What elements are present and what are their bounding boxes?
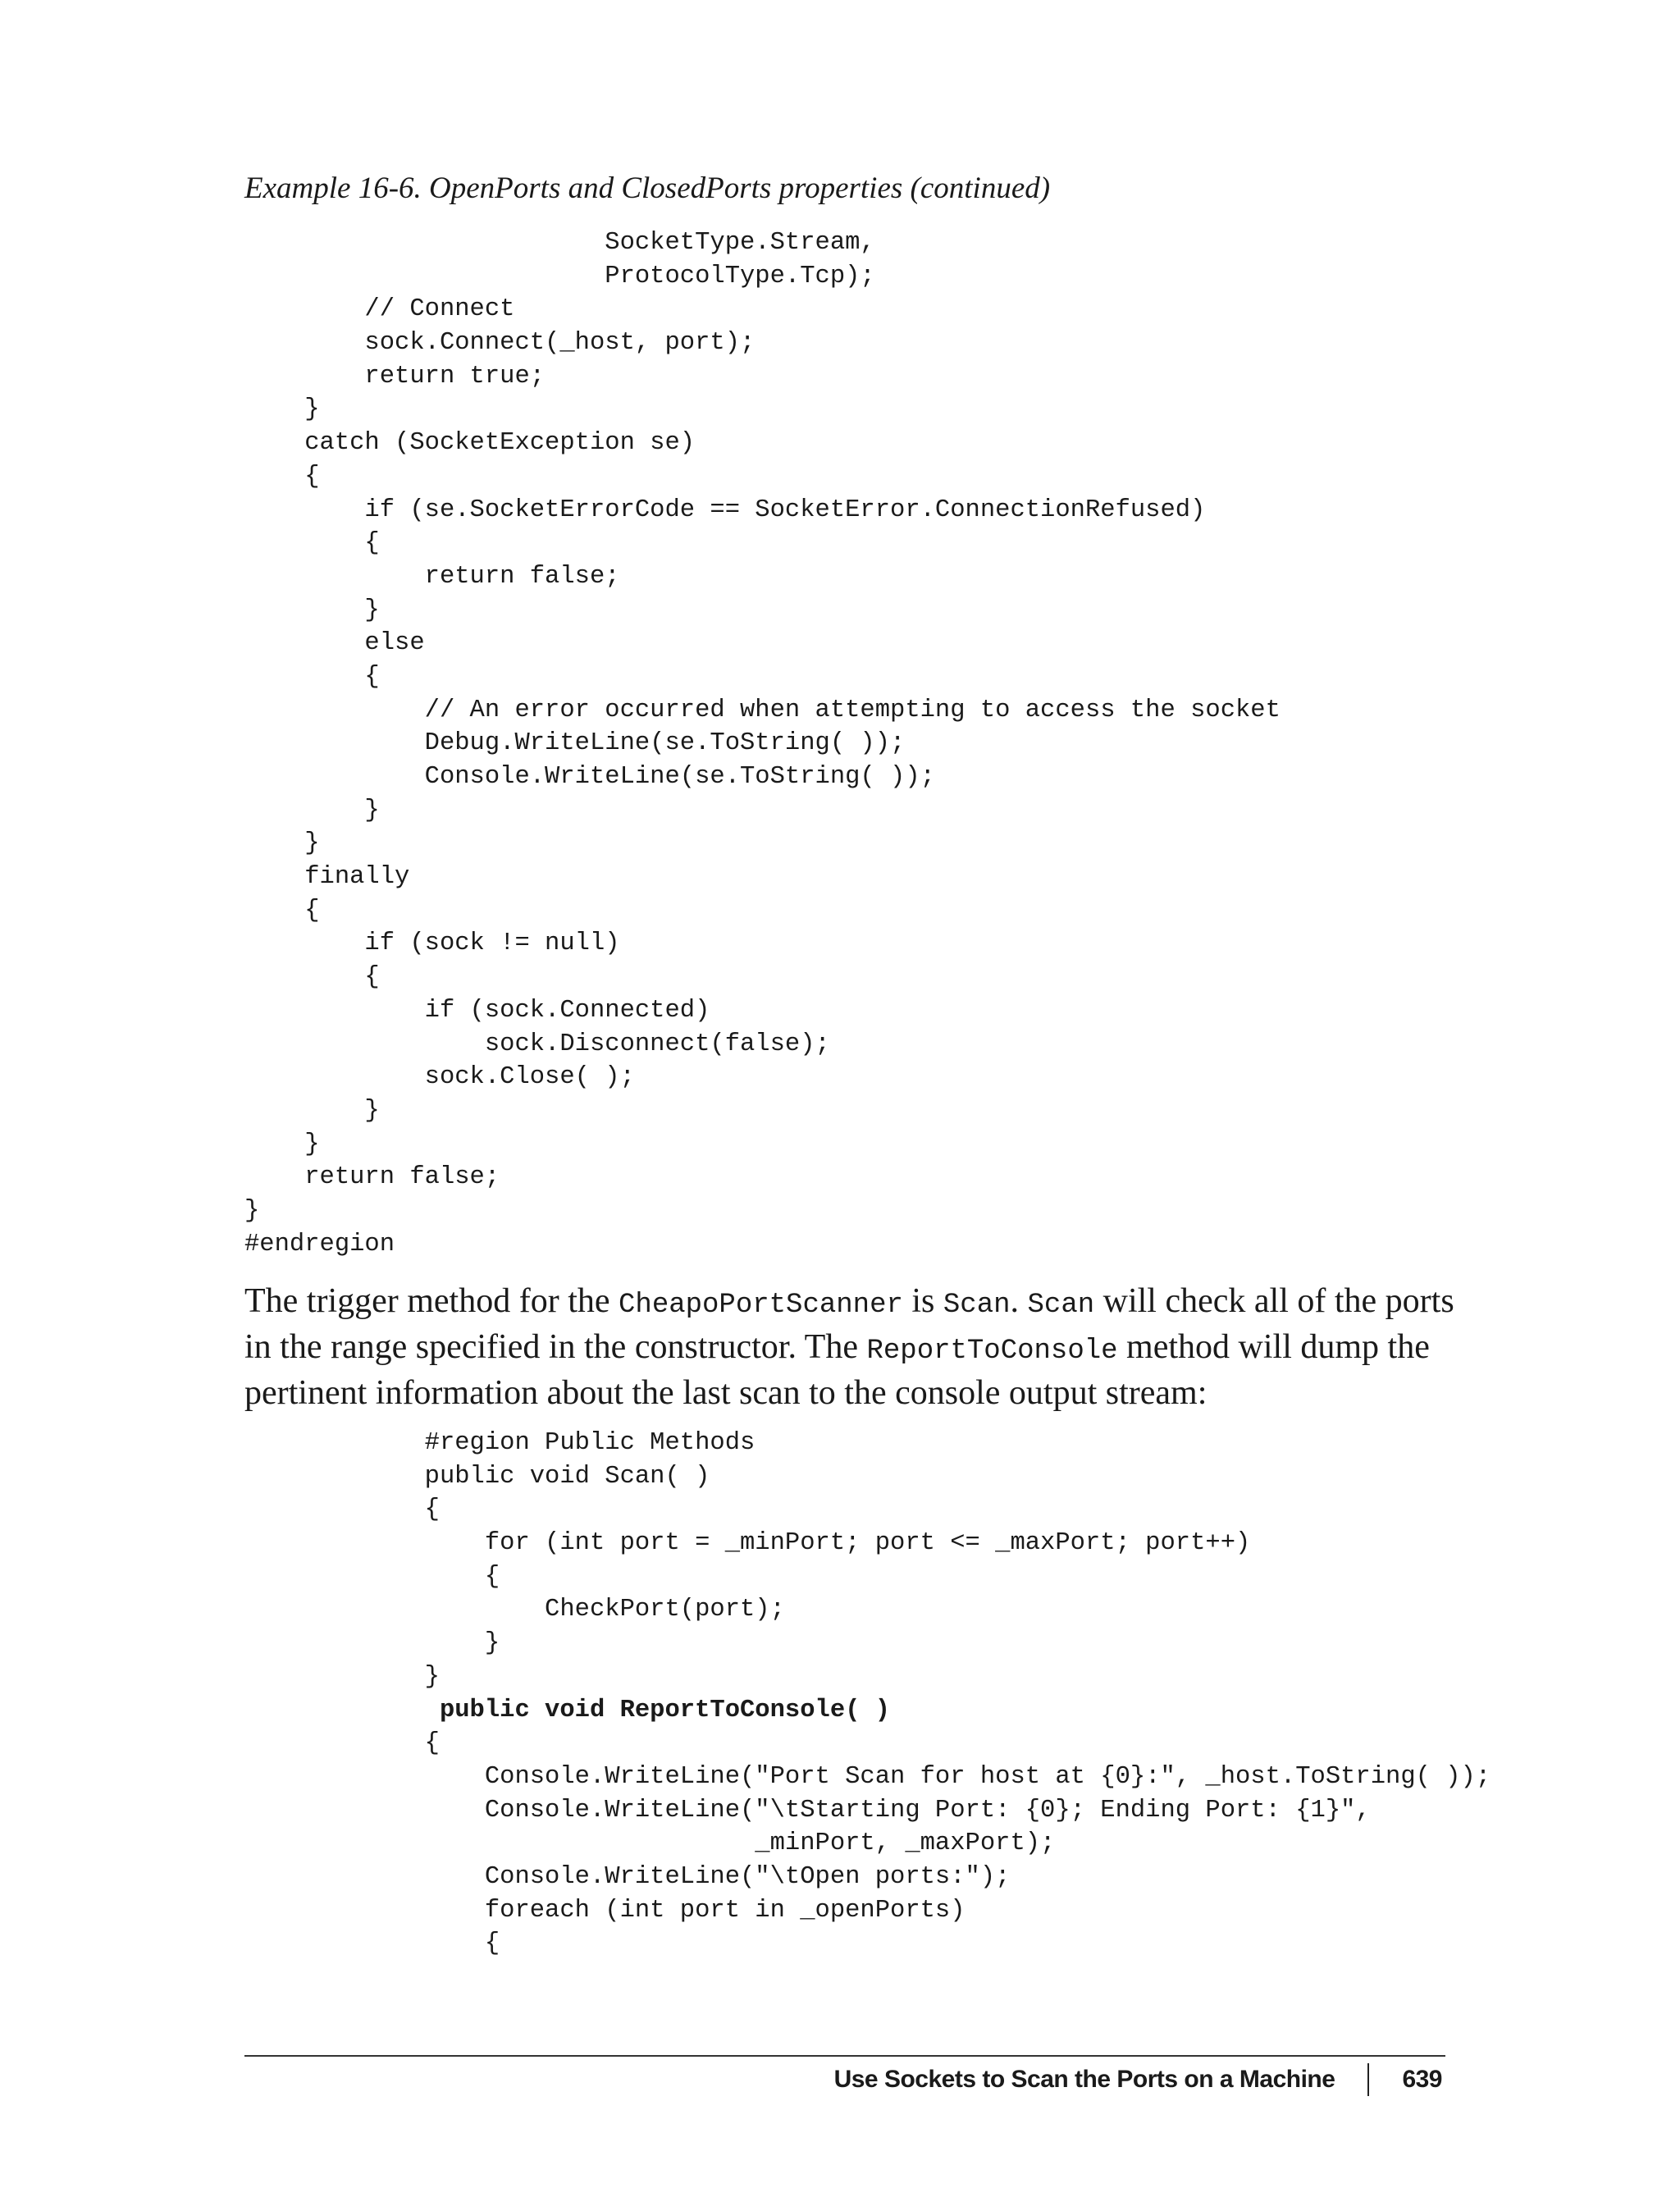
code-line: { <box>244 529 380 558</box>
paragraph-text: method will dump the <box>1117 1328 1430 1366</box>
inline-code: Scan <box>1027 1290 1095 1321</box>
page-footer <box>834 2059 1442 2100</box>
code-line: { <box>244 1930 500 1958</box>
code-line: return false; <box>244 562 620 591</box>
code-line: { <box>244 1496 440 1524</box>
code-line: CheckPort(port); <box>244 1596 785 1624</box>
paragraph-line: pertinent information about the last scan to the console output stream: <box>244 1374 1208 1412</box>
code-line: Console.WriteLine("Port Scan for host at {0}:", _host.ToString( )); <box>244 1762 1491 1791</box>
code-line: if (se.SocketErrorCode == SocketError.ConnectionRefused) <box>244 496 1206 524</box>
code-line: _minPort, _maxPort); <box>244 1829 1056 1858</box>
code-line: { <box>244 662 380 691</box>
inline-code: CheapoPortScanner <box>619 1290 903 1321</box>
code-line: { <box>244 963 380 992</box>
code-line-highlighted: public void ReportToConsole( ) <box>244 1696 891 1724</box>
code-line: } <box>244 1196 260 1225</box>
code-line: return true; <box>244 362 546 391</box>
code-line: } <box>244 1096 380 1125</box>
code-line: public void Scan( ) <box>244 1462 710 1491</box>
code-line: { <box>244 1562 500 1591</box>
code-line: else <box>244 629 425 658</box>
code-line: Console.WriteLine("\tStarting Port: {0}; Ending Port: {1}", <box>244 1796 1371 1825</box>
code-line: } <box>244 1130 320 1158</box>
code-line: finally <box>244 863 410 892</box>
code-listing-scan-methods <box>244 1427 1491 1961</box>
code-line: } <box>244 395 320 424</box>
paragraph-text: in the range specified in the constructor. The <box>244 1328 867 1366</box>
code-line: } <box>244 596 380 624</box>
code-line: Debug.WriteLine(se.ToString( )); <box>244 729 906 758</box>
code-line: } <box>244 829 320 858</box>
paragraph-line <box>244 1281 1454 1327</box>
code-line: } <box>244 1662 440 1691</box>
code-line: { <box>244 1729 440 1758</box>
page-number: 639 <box>1402 2066 1442 2093</box>
paragraph-text: is <box>902 1282 943 1320</box>
inline-code: ReportToConsole <box>866 1336 1118 1367</box>
paragraph-text: . <box>1010 1282 1028 1320</box>
code-line: #endregion <box>244 1230 395 1258</box>
code-line: } <box>244 1629 500 1658</box>
running-footer-title: Use Sockets to Scan the Ports on a Machine <box>833 2066 1335 2093</box>
code-line: return false; <box>244 1163 500 1192</box>
code-line: // An error occurred when attempting to access the socket <box>244 696 1281 724</box>
body-paragraph <box>244 1281 1454 1414</box>
code-line: if (sock != null) <box>244 929 620 958</box>
code-line: foreach (int port in _openPorts) <box>244 1896 966 1925</box>
paragraph-text: will check all of the ports <box>1094 1282 1454 1320</box>
inline-code: Scan <box>943 1290 1011 1321</box>
code-line: SocketType.Stream, <box>244 229 875 257</box>
code-line: sock.Disconnect(false); <box>244 1030 830 1058</box>
code-line: Console.WriteLine("\tOpen ports:"); <box>244 1862 1011 1891</box>
footer-divider <box>244 2055 1445 2057</box>
code-line: #region Public Methods <box>244 1429 756 1457</box>
footer-separator <box>1367 2063 1369 2096</box>
paragraph-text: The trigger method for the <box>244 1282 619 1320</box>
code-line: for (int port = _minPort; port <= _maxPort; port++) <box>244 1529 1251 1558</box>
code-line: // Connect <box>244 295 515 324</box>
code-line: sock.Connect(_host, port); <box>244 329 756 358</box>
code-line: } <box>244 796 380 824</box>
code-line: { <box>244 896 320 925</box>
code-line: { <box>244 462 320 491</box>
example-caption: Example 16-6. OpenPorts and ClosedPorts properties (continued) <box>244 171 1051 205</box>
code-line: catch (SocketException se) <box>244 429 696 458</box>
code-line: sock.Close( ); <box>244 1063 635 1092</box>
code-line: if (sock.Connected) <box>244 996 710 1025</box>
code-listing-continued <box>244 226 1281 1261</box>
code-line: ProtocolType.Tcp); <box>244 262 875 290</box>
code-line: Console.WriteLine(se.ToString( )); <box>244 763 935 791</box>
paragraph-line <box>244 1327 1450 1372</box>
